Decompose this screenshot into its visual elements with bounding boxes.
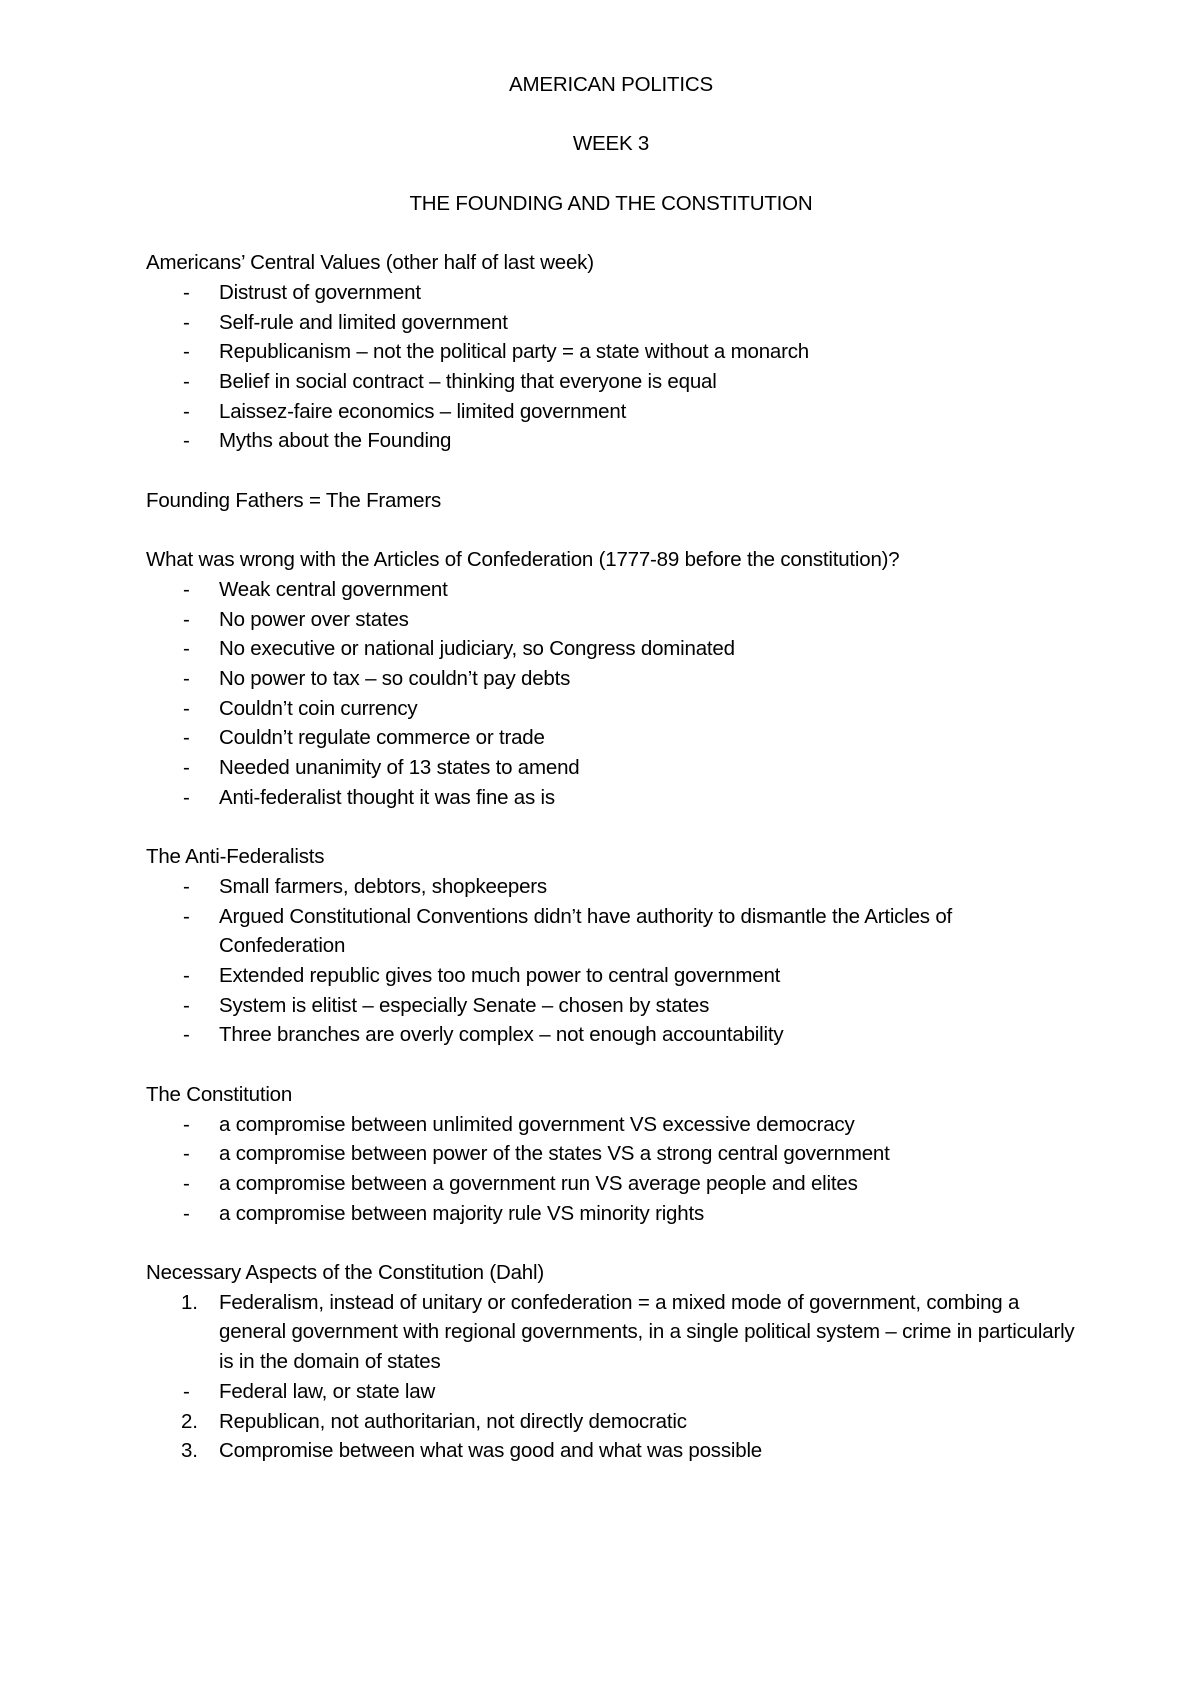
list-item: - Distrust of government: [183, 280, 421, 304]
articles-problems-list: [146, 575, 1076, 813]
list-item: - a compromise between majority rule VS minority rights: [183, 1201, 704, 1225]
list-item: - Couldn’t regulate commerce or trade: [183, 726, 545, 750]
list-item: - Needed unanimity of 13 states to amend: [183, 756, 580, 780]
list-item: - a compromise between a government run VS average people and elites: [183, 1171, 858, 1195]
list-item: 3. Compromise between what was good and what was possible: [181, 1439, 763, 1463]
central-values-list: [146, 278, 1076, 456]
list-item: - Argued Constitutional Conventions didn’t have authority to dismantle the Articles of Confederation: [183, 904, 953, 958]
list-item: 1. Federalism, instead of unitary or confederation = a mixed mode of government, combing a general government with regional governments, in a single political system – crime in particularly is in the domain of states: [181, 1290, 1075, 1374]
constitution-list: [146, 1110, 1076, 1229]
list-item: - Federal law, or state law: [183, 1379, 436, 1403]
list-item: - Anti-federalist thought it was fine as is: [183, 785, 555, 809]
week-label: WEEK 3: [572, 132, 650, 156]
list-item: 2. Republican, not authoritarian, not directly democratic: [181, 1409, 687, 1433]
list-item: - a compromise between unlimited government VS excessive democracy: [183, 1112, 855, 1136]
list-item: - a compromise between power of the states VS a strong central government: [183, 1142, 890, 1166]
list-item: - Self-rule and limited government: [183, 310, 508, 334]
document-body: [146, 70, 1076, 1466]
list-item: - Weak central government: [183, 577, 448, 601]
dahl-aspects-list: [146, 1288, 1076, 1466]
section-heading-dahl: Necessary Aspects of the Constitution (Dahl): [146, 1261, 544, 1284]
section-heading-constitution: The Constitution: [146, 1082, 293, 1106]
list-item: - Laissez-faire economics – limited government: [183, 399, 627, 423]
list-item: - Three branches are overly complex – not enough accountability: [183, 1023, 784, 1047]
list-item: - No power over states: [183, 607, 409, 631]
list-item: - No executive or national judiciary, so Congress dominated: [183, 637, 735, 661]
lecture-topic: THE FOUNDING AND THE CONSTITUTION: [409, 191, 813, 215]
list-item: - Extended republic gives too much power to central government: [183, 964, 781, 987]
list-item: - System is elitist – especially Senate – chosen by states: [183, 993, 710, 1017]
list-item: - Republicanism – not the political party = a state without a monarch: [183, 340, 809, 364]
anti-federalists-list: [146, 872, 1076, 1050]
list-item: - Small farmers, debtors, shopkeepers: [183, 874, 547, 898]
section-heading-central-values: Americans’ Central Values (other half of last week): [146, 251, 594, 275]
list-item: - Myths about the Founding: [183, 429, 452, 453]
list-item: - Couldn’t coin currency: [183, 696, 418, 720]
list-item: - Belief in social contract – thinking that everyone is equal: [183, 369, 717, 393]
section-heading-anti-federalists: The Anti-Federalists: [146, 845, 325, 869]
section-heading-articles: What was wrong with the Articles of Confederation (1777-89 before the constitution)?: [146, 548, 900, 572]
course-title: AMERICAN POLITICS: [509, 73, 713, 96]
list-item: - No power to tax – so couldn’t pay debts: [183, 666, 571, 690]
section-heading-founding-fathers: Founding Fathers = The Framers: [146, 488, 441, 512]
